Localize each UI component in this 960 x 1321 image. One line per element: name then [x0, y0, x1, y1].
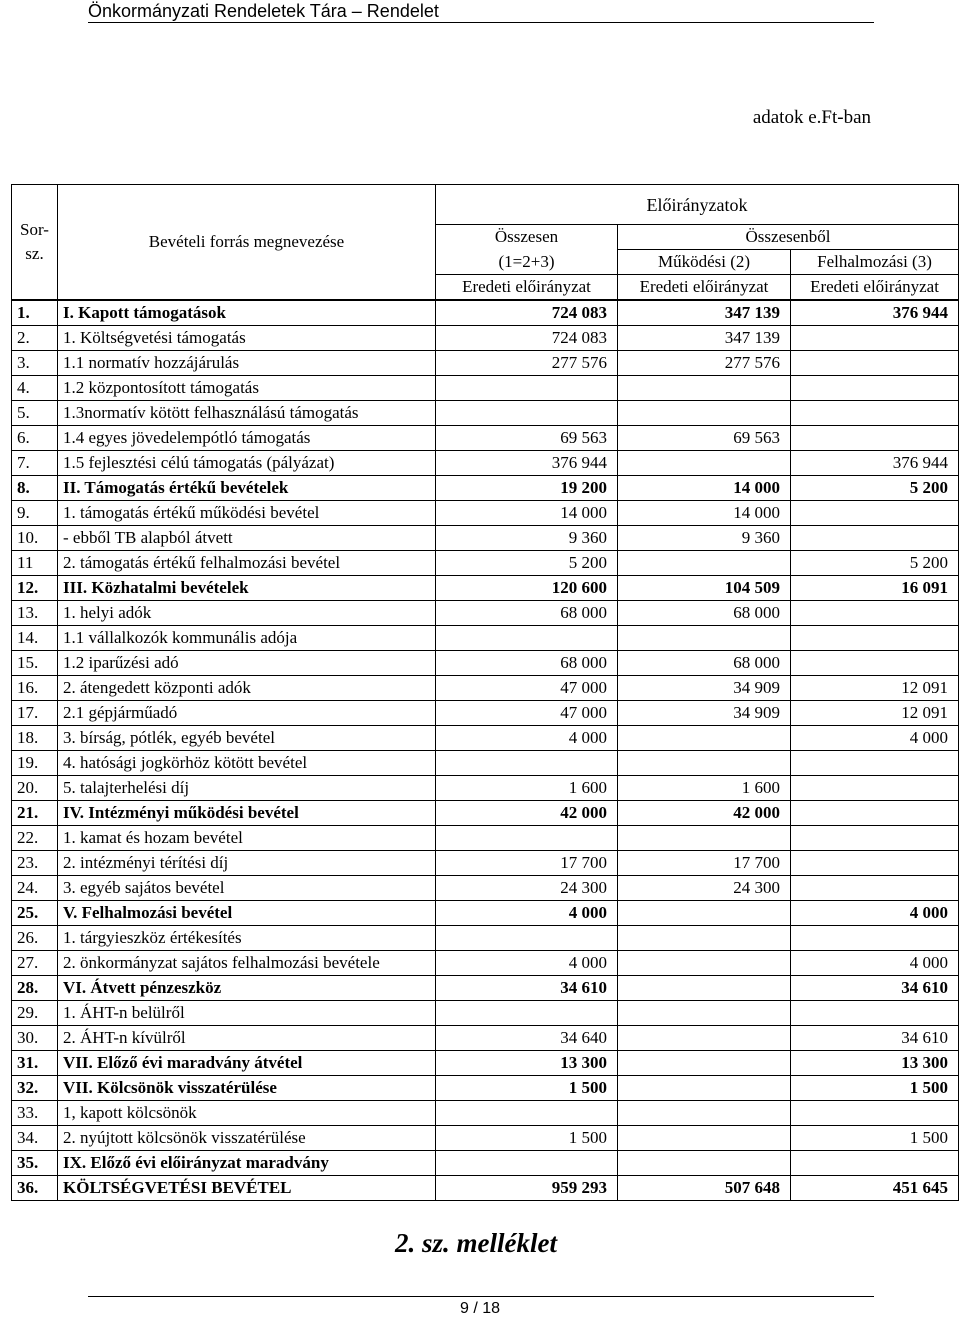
table-row — [12, 1176, 959, 1201]
row-felhalmozasi: 4 000 — [791, 726, 959, 751]
table-row — [12, 751, 959, 776]
table-row — [12, 1001, 959, 1026]
row-felhalmozasi — [791, 351, 959, 376]
row-felhalmozasi: 16 091 — [791, 576, 959, 601]
row-number: 1. — [12, 300, 58, 326]
row-number: 13. — [12, 601, 58, 626]
row-total: 120 600 — [436, 576, 618, 601]
table-row — [12, 701, 959, 726]
row-number: 20. — [12, 776, 58, 801]
row-felhalmozasi: 5 200 — [791, 476, 959, 501]
row-felhalmozasi: 376 944 — [791, 300, 959, 326]
budget-table — [11, 184, 959, 1201]
table-row — [12, 501, 959, 526]
row-name: VII. Előző évi maradvány átvétel — [58, 1051, 436, 1076]
row-mukodesi: 34 909 — [618, 701, 791, 726]
row-total: 68 000 — [436, 601, 618, 626]
row-mukodesi: 68 000 — [618, 651, 791, 676]
table-row — [12, 626, 959, 651]
row-number: 12. — [12, 576, 58, 601]
row-number: 33. — [12, 1101, 58, 1126]
row-mukodesi — [618, 1126, 791, 1151]
row-felhalmozasi: 4 000 — [791, 951, 959, 976]
row-felhalmozasi — [791, 851, 959, 876]
table-row — [12, 826, 959, 851]
row-number: 29. — [12, 1001, 58, 1026]
row-number: 8. — [12, 476, 58, 501]
row-number: 30. — [12, 1026, 58, 1051]
table-row — [12, 1126, 959, 1151]
row-mukodesi: 277 576 — [618, 351, 791, 376]
row-number: 25. — [12, 901, 58, 926]
row-total: 1 600 — [436, 776, 618, 801]
row-number: 31. — [12, 1051, 58, 1076]
row-number: 3. — [12, 351, 58, 376]
row-name: 3. bírság, pótlék, egyéb bevétel — [58, 726, 436, 751]
row-felhalmozasi — [791, 1151, 959, 1176]
table-body — [12, 300, 959, 1201]
head-osszesen: Összesen — [436, 225, 618, 250]
head-osszesen-formula: (1=2+3) — [436, 250, 618, 275]
row-number: 17. — [12, 701, 58, 726]
row-total: 34 640 — [436, 1026, 618, 1051]
row-total: 376 944 — [436, 451, 618, 476]
row-name: 2. ÁHT-n kívülről — [58, 1026, 436, 1051]
row-number: 6. — [12, 426, 58, 451]
row-felhalmozasi — [791, 376, 959, 401]
row-name: VI. Átvett pénzeszköz — [58, 976, 436, 1001]
row-total: 1 500 — [436, 1076, 618, 1101]
row-number: 14. — [12, 626, 58, 651]
row-felhalmozasi: 4 000 — [791, 901, 959, 926]
table-row — [12, 1101, 959, 1126]
footer-divider — [88, 1296, 874, 1297]
row-total — [436, 376, 618, 401]
row-name: VII. Kölcsönök visszatérülése — [58, 1076, 436, 1101]
head-felhalmozasi: Felhalmozási (3) — [791, 250, 959, 275]
row-name: 1. ÁHT-n belülről — [58, 1001, 436, 1026]
row-mukodesi: 347 139 — [618, 326, 791, 351]
table-row — [12, 976, 959, 1001]
row-felhalmozasi — [791, 326, 959, 351]
row-mukodesi: 104 509 — [618, 576, 791, 601]
row-name: V. Felhalmozási bevétel — [58, 901, 436, 926]
row-felhalmozasi — [791, 876, 959, 901]
row-total: 24 300 — [436, 876, 618, 901]
head-mukodesi: Működési (2) — [618, 250, 791, 275]
row-number: 4. — [12, 376, 58, 401]
row-felhalmozasi — [791, 426, 959, 451]
row-total: 5 200 — [436, 551, 618, 576]
row-total — [436, 1001, 618, 1026]
row-mukodesi — [618, 976, 791, 1001]
units-label: adatok e.Ft-ban — [752, 107, 871, 128]
table-head — [12, 185, 959, 301]
row-mukodesi — [618, 1101, 791, 1126]
row-name: 1. támogatás értékű működési bevétel — [58, 501, 436, 526]
row-name: 2. átengedett központi adók — [58, 676, 436, 701]
table-row — [12, 351, 959, 376]
row-felhalmozasi: 12 091 — [791, 676, 959, 701]
row-total: 47 000 — [436, 701, 618, 726]
row-name: IX. Előző évi előirányzat maradvány — [58, 1151, 436, 1176]
row-name: 1.4 egyes jövedelempótló támogatás — [58, 426, 436, 451]
row-name: 1. tárgyieszköz értékesítés — [58, 926, 436, 951]
row-mukodesi — [618, 1026, 791, 1051]
row-felhalmozasi — [791, 501, 959, 526]
head-osszesenbol: Összesenből — [618, 225, 959, 250]
row-felhalmozasi: 376 944 — [791, 451, 959, 476]
row-mukodesi — [618, 401, 791, 426]
row-total: 724 083 — [436, 326, 618, 351]
row-number: 35. — [12, 1151, 58, 1176]
row-total: 4 000 — [436, 901, 618, 926]
row-felhalmozasi: 12 091 — [791, 701, 959, 726]
row-number: 23. — [12, 851, 58, 876]
row-name: 1. helyi adók — [58, 601, 436, 626]
row-number: 10. — [12, 526, 58, 551]
row-name: - ebből TB alapból átvett — [58, 526, 436, 551]
row-name: II. Támogatás értékű bevételek — [58, 476, 436, 501]
row-mukodesi: 42 000 — [618, 801, 791, 826]
row-number: 11 — [12, 551, 58, 576]
row-total: 68 000 — [436, 651, 618, 676]
table-row — [12, 601, 959, 626]
row-number: 28. — [12, 976, 58, 1001]
row-mukodesi — [618, 1076, 791, 1101]
table-row — [12, 951, 959, 976]
table-row — [12, 401, 959, 426]
row-number: 2. — [12, 326, 58, 351]
row-total — [436, 751, 618, 776]
row-name: 1.1 vállalkozók kommunális adója — [58, 626, 436, 651]
row-total: 1 500 — [436, 1126, 618, 1151]
row-total: 47 000 — [436, 676, 618, 701]
table-row — [12, 776, 959, 801]
head-sor: Sor- sz. — [12, 185, 58, 301]
row-mukodesi — [618, 1051, 791, 1076]
row-number: 18. — [12, 726, 58, 751]
row-mukodesi: 34 909 — [618, 676, 791, 701]
table-row — [12, 1026, 959, 1051]
table-row — [12, 576, 959, 601]
table-row — [12, 426, 959, 451]
row-name: 1. kamat és hozam bevétel — [58, 826, 436, 851]
row-mukodesi — [618, 826, 791, 851]
table-row — [12, 851, 959, 876]
head-eredeti-1: Eredeti előirányzat — [436, 275, 618, 301]
row-name: 2.1 gépjárműadó — [58, 701, 436, 726]
row-felhalmozasi: 34 610 — [791, 1026, 959, 1051]
row-felhalmozasi — [791, 626, 959, 651]
row-number: 21. — [12, 801, 58, 826]
table-row — [12, 451, 959, 476]
table-row — [12, 476, 959, 501]
row-mukodesi — [618, 926, 791, 951]
row-total: 4 000 — [436, 951, 618, 976]
appendix-title: 2. sz. melléklet — [395, 1228, 557, 1258]
row-name: 1.1 normatív hozzájárulás — [58, 351, 436, 376]
row-mukodesi — [618, 901, 791, 926]
row-felhalmozasi — [791, 1001, 959, 1026]
row-mukodesi: 507 648 — [618, 1176, 791, 1201]
row-felhalmozasi — [791, 651, 959, 676]
table-row — [12, 326, 959, 351]
head-eredeti-3: Eredeti előirányzat — [791, 275, 959, 301]
row-mukodesi — [618, 951, 791, 976]
row-mukodesi: 24 300 — [618, 876, 791, 901]
row-name: 1.2 központosított támogatás — [58, 376, 436, 401]
row-mukodesi: 14 000 — [618, 501, 791, 526]
head-name: Bevételi forrás megnevezése — [58, 185, 436, 301]
row-felhalmozasi — [791, 401, 959, 426]
row-number: 24. — [12, 876, 58, 901]
row-mukodesi: 9 360 — [618, 526, 791, 551]
row-mukodesi — [618, 1151, 791, 1176]
row-name: 1.3normatív kötött felhasználású támogatás — [58, 401, 436, 426]
row-name: IV. Intézményi működési bevétel — [58, 801, 436, 826]
row-mukodesi — [618, 451, 791, 476]
row-number: 34. — [12, 1126, 58, 1151]
row-mukodesi: 68 000 — [618, 601, 791, 626]
row-mukodesi — [618, 726, 791, 751]
row-felhalmozasi — [791, 776, 959, 801]
row-felhalmozasi: 1 500 — [791, 1126, 959, 1151]
row-mukodesi — [618, 1001, 791, 1026]
table-row — [12, 901, 959, 926]
row-total: 959 293 — [436, 1176, 618, 1201]
row-number: 9. — [12, 501, 58, 526]
row-mukodesi: 347 139 — [618, 300, 791, 326]
row-name: 1.2 iparűzési adó — [58, 651, 436, 676]
row-total: 42 000 — [436, 801, 618, 826]
row-felhalmozasi — [791, 751, 959, 776]
row-name: KÖLTSÉGVETÉSI BEVÉTEL — [58, 1176, 436, 1201]
row-felhalmozasi: 1 500 — [791, 1076, 959, 1101]
row-felhalmozasi — [791, 1101, 959, 1126]
row-mukodesi — [618, 551, 791, 576]
table-row — [12, 526, 959, 551]
row-number: 32. — [12, 1076, 58, 1101]
row-mukodesi: 1 600 — [618, 776, 791, 801]
row-total — [436, 626, 618, 651]
row-total: 4 000 — [436, 726, 618, 751]
row-mukodesi — [618, 626, 791, 651]
row-felhalmozasi — [791, 801, 959, 826]
row-name: 2. támogatás értékű felhalmozási bevétel — [58, 551, 436, 576]
table-row — [12, 651, 959, 676]
row-total: 13 300 — [436, 1051, 618, 1076]
table-row — [12, 1051, 959, 1076]
row-number: 22. — [12, 826, 58, 851]
row-number: 15. — [12, 651, 58, 676]
row-felhalmozasi: 13 300 — [791, 1051, 959, 1076]
table-row — [12, 676, 959, 701]
row-felhalmozasi: 451 645 — [791, 1176, 959, 1201]
row-name: III. Közhatalmi bevételek — [58, 576, 436, 601]
row-felhalmozasi — [791, 526, 959, 551]
row-name: 2. intézményi térítési díj — [58, 851, 436, 876]
row-name: 2. önkormányzat sajátos felhalmozási bevétele — [58, 951, 436, 976]
row-name: I. Kapott támogatások — [58, 300, 436, 326]
row-felhalmozasi: 34 610 — [791, 976, 959, 1001]
row-total — [436, 926, 618, 951]
row-total: 17 700 — [436, 851, 618, 876]
row-number: 26. — [12, 926, 58, 951]
row-number: 5. — [12, 401, 58, 426]
row-number: 7. — [12, 451, 58, 476]
row-number: 19. — [12, 751, 58, 776]
row-name: 1.5 fejlesztési célú támogatás (pályázat) — [58, 451, 436, 476]
row-total: 19 200 — [436, 476, 618, 501]
row-mukodesi — [618, 751, 791, 776]
head-eredeti-2: Eredeti előirányzat — [618, 275, 791, 301]
row-total — [436, 1101, 618, 1126]
row-mukodesi: 69 563 — [618, 426, 791, 451]
table-row — [12, 926, 959, 951]
row-total: 14 000 — [436, 501, 618, 526]
row-number: 27. — [12, 951, 58, 976]
row-felhalmozasi: 5 200 — [791, 551, 959, 576]
row-total: 724 083 — [436, 300, 618, 326]
row-mukodesi: 14 000 — [618, 476, 791, 501]
row-name: 2. nyújtott kölcsönök visszatérülése — [58, 1126, 436, 1151]
table-row — [12, 1151, 959, 1176]
row-total: 9 360 — [436, 526, 618, 551]
row-total: 34 610 — [436, 976, 618, 1001]
row-name: 4. hatósági jogkörhöz kötött bevétel — [58, 751, 436, 776]
row-total — [436, 1151, 618, 1176]
row-name: 3. egyéb sajátos bevétel — [58, 876, 436, 901]
table-row — [12, 1076, 959, 1101]
head-eloiranyzatok: Előirányzatok — [436, 185, 959, 225]
row-name: 5. talajterhelési díj — [58, 776, 436, 801]
row-total — [436, 401, 618, 426]
row-felhalmozasi — [791, 601, 959, 626]
table-row — [12, 376, 959, 401]
row-name: 1. Költségvetési támogatás — [58, 326, 436, 351]
table-row — [12, 300, 959, 326]
row-number: 16. — [12, 676, 58, 701]
row-name: 1, kapott kölcsönök — [58, 1101, 436, 1126]
table-row — [12, 726, 959, 751]
table-row — [12, 876, 959, 901]
row-total — [436, 826, 618, 851]
table-row — [12, 801, 959, 826]
page-header: Önkormányzati Rendeletek Tára – Rendelet — [88, 0, 874, 23]
row-mukodesi — [618, 376, 791, 401]
row-felhalmozasi — [791, 826, 959, 851]
page-number: 9 / 18 — [459, 1300, 501, 1317]
table-row — [12, 551, 959, 576]
row-felhalmozasi — [791, 926, 959, 951]
row-total: 69 563 — [436, 426, 618, 451]
row-total: 277 576 — [436, 351, 618, 376]
row-number: 36. — [12, 1176, 58, 1201]
row-mukodesi: 17 700 — [618, 851, 791, 876]
